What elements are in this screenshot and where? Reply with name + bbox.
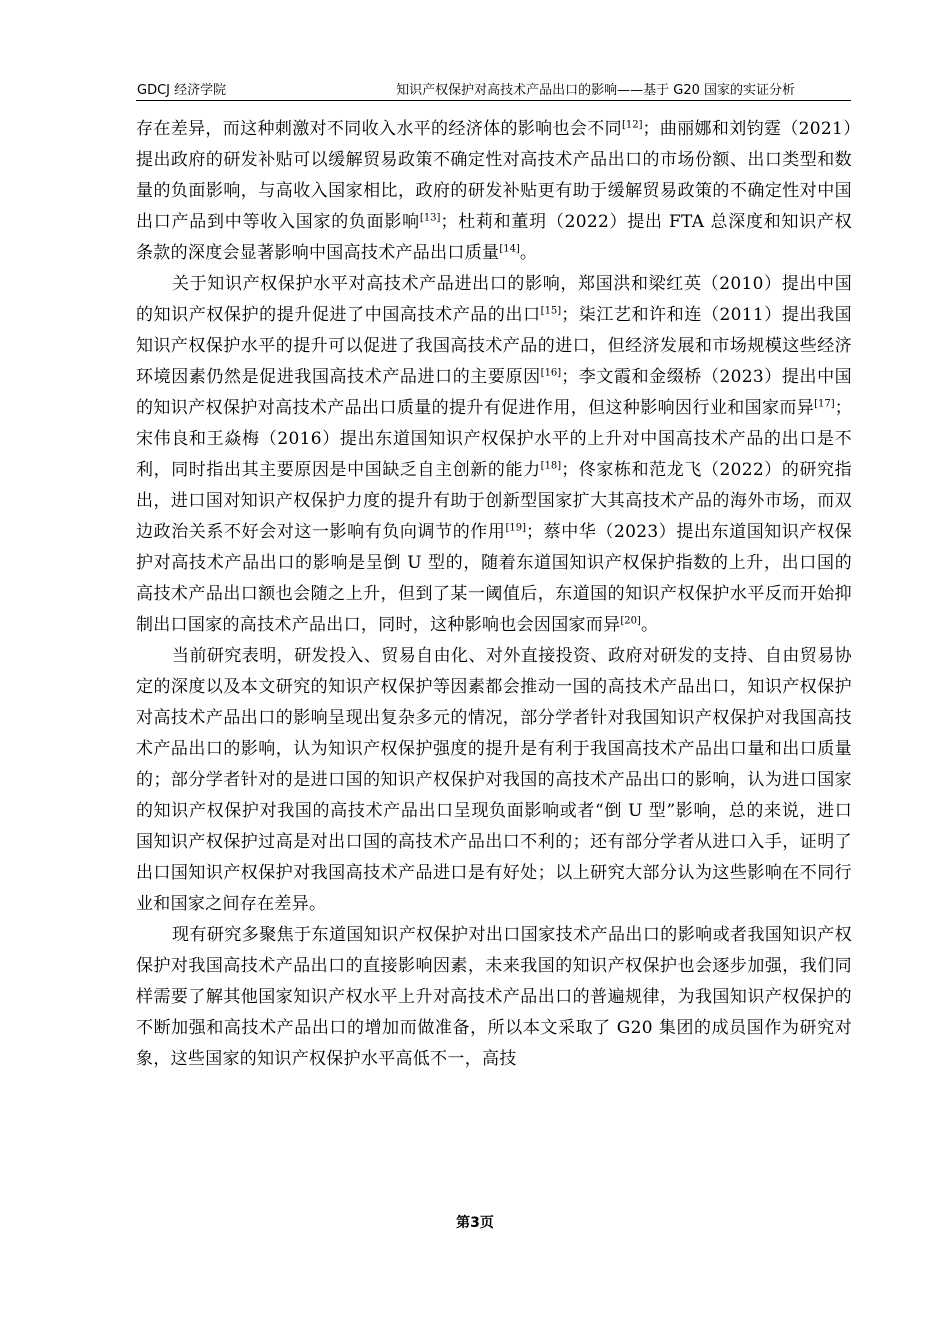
text-run: ；曲丽娜和刘钧霆（2021）提出政府的研发补贴可以缓解贸易政策不确定性对高技术产品出口的市场份额、出口类型和数量的负面影响，与高收入国家相比，政府的研发补贴更有助于缓解贸易政策的不确定性对中国出口产品到中等收入国家的负面影响 — [136, 119, 852, 232]
text-run: ；蔡中华（2023）提出东道国知识产权保护对高技术产品出口的影响是呈倒 U 型的，随着东道国知识产权保护指数的上升，出口国的高技术产品出口额也会随之上升，但到了某一阈值后，东道国的知识产权保护水平反而开始抑制出口国家的高技术产品出口，同时，这种影响也会因国家而异 — [136, 522, 852, 635]
text-run: ；柒江艺和许和连（2011）提出我国知识产权保护水平的提升可以促进了我国高技术产品的进口，但经济发展和市场规模这些经济环境因素仍然是促进我国高技术产品进口的主要原因 — [136, 305, 852, 387]
citation-19: [19] — [505, 522, 527, 534]
page-number: 第3页 — [456, 1215, 494, 1231]
citation-12: [12] — [621, 119, 643, 131]
citation-20: [20] — [620, 615, 641, 627]
citation-15: [15] — [540, 305, 562, 317]
text-run: 。 — [519, 243, 538, 263]
paragraph-1 — [136, 114, 852, 269]
text-run: 现有研究多聚焦于东道国知识产权保护对出口国家技术产品出口的影响或者我国知识产权保护对我国高技术产品出口的直接影响因素，未来我国的知识产权保护也会逐步加强，我们同样需要了解其他国家知识产权水平上升对高技术产品出口的普遍规律，为我国知识产权保护的不断加强和高技术产品出口的增加而做准备，所以本文采取了 G20 集团的成员国作为研究对象，这些国家的知识产权保护水平高低不一，高技 — [136, 925, 852, 1069]
text-run: ；佟家栋和范龙飞（2022）的研究指出，进口国对知识产权保护力度的提升有助于创新型国家扩大其高技术产品的海外市场，而双边政治关系不好会对这一影响有负向调节的作用 — [136, 460, 852, 542]
text-run: ；杜莉和董玥（2022）提出 FTA 总深度和知识产权条款的深度会显著影响中国高技术产品出口质量 — [136, 212, 852, 263]
text-run: ；李文霞和金缀桥（2023）提出中国的知识产权保护对高技术产品出口质量的提升有促进作用，但这种影响因行业和国家而异 — [136, 367, 852, 418]
citation-14: [14] — [499, 243, 520, 255]
citation-18: [18] — [540, 460, 562, 472]
text-run: 当前研究表明，研发投入、贸易自由化、对外直接投资、政府对研发的支持、自由贸易协定的深度以及本文研究的知识产权保护等因素都会推动一国的高技术产品出口，知识产权保护对高技术产品出口的影响呈现出复杂多元的情况，部分学者针对我国知识产权保护对我国高技术产品出口的影响，认为知识产权保护强度的提升是有利于我国高技术产品出口量和出口质量的；部分学者针对的是进口国的知识产权保护对我国的高技术产品出口的影响，认为进口国家的知识产权保护对我国的高技术产品出口呈现负面影响或者“倒 U 型”影响，总的来说，进口国知识产权保护过高是对出口国的高技术产品出口不利的；还有部分学者从进口入手，证明了出口国知识产权保护对我国高技术产品进口是有好处；以上研究大部分认为这些影响在不同行业和国家之间存在差异。 — [136, 646, 852, 914]
header-paper-title: 知识产权保护对高技术产品出口的影响——基于 G20 国家的实证分析 — [396, 83, 795, 98]
citation-16: [16] — [540, 367, 562, 379]
text-run: ；宋伟良和王焱梅（2016）提出东道国知识产权保护水平的上升对中国高技术产品的出口是不利，同时指出其主要原因是中国缺乏自主创新的能力 — [136, 398, 852, 480]
paragraph-3 — [136, 641, 852, 920]
text-run: 关于知识产权保护水平对高技术产品进出口的影响，郑国洪和梁红英（2010）提出中国的知识产权保护的提升促进了中国高技术产品的出口 — [136, 274, 852, 325]
text-run: 。 — [640, 615, 659, 635]
running-header — [136, 76, 851, 101]
paragraph-2 — [136, 269, 852, 641]
header-institution: GDCJ 经济学院 — [137, 83, 227, 98]
citation-13: [13] — [419, 212, 441, 224]
text-run: 存在差异，而这种刺激对不同收入水平的经济体的影响也会不同 — [136, 119, 622, 139]
paragraph-4 — [136, 920, 852, 1075]
citation-17: [17] — [814, 398, 835, 410]
body-text — [136, 114, 852, 1075]
